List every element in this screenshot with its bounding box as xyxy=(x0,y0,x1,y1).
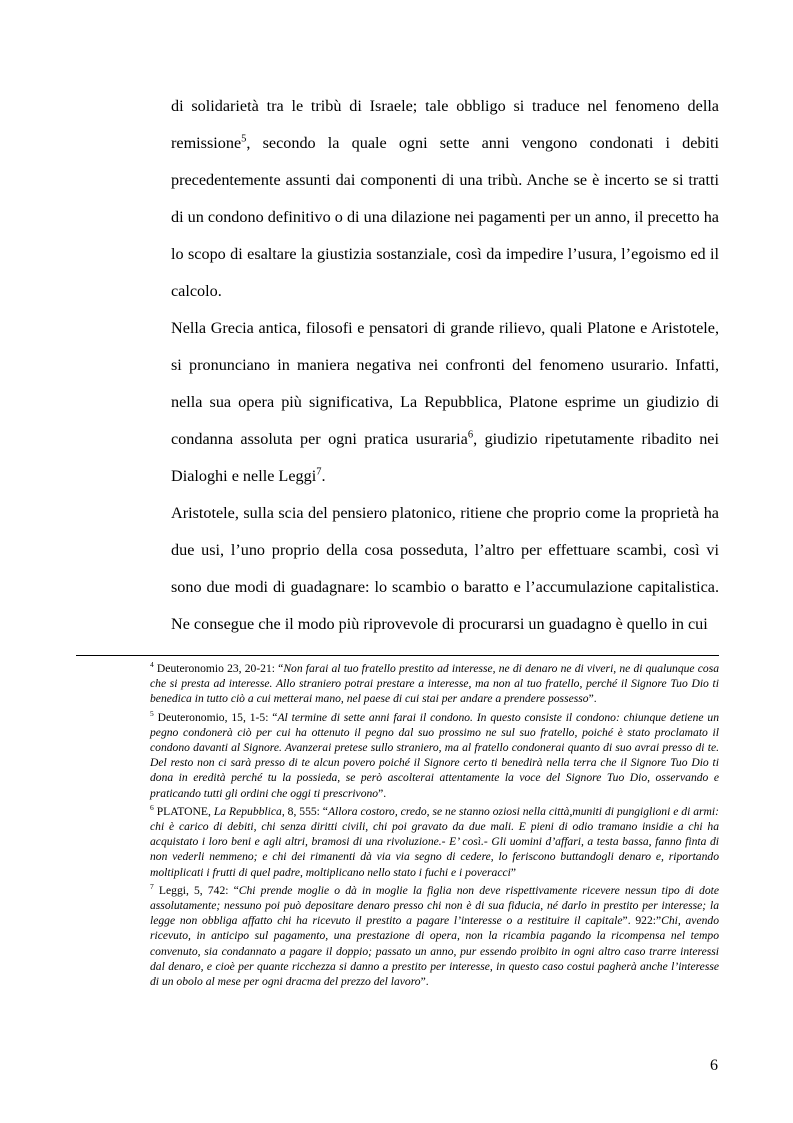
text-run: ” xyxy=(510,865,517,879)
text-run: , 8, 555: “ xyxy=(281,804,328,818)
footnote-ref: 6 xyxy=(150,802,154,812)
paragraph xyxy=(171,310,719,495)
text-run: Chi, avendo ricevuto, in anticipo sul pagamento, una prestazione di opera, non la ricambia pagando la ricompensa nel tempo convenuto, sia condannato a pagare il doppio; passato un anno, pur essendo proibito in ogni altro caso trarre interessi dal denaro, e cioè per quante ricchezza si danno a prestito per interesse, in questo caso costui pagherà anche l’interesse di un obolo al mese per ogni dracma del prezzo del lavoro xyxy=(150,914,719,989)
text-run: La Repubblica xyxy=(213,804,282,818)
footnote-separator xyxy=(76,655,719,656)
text-run: Nella Grecia antica, filosofi e pensatori di grande rilievo, quali Platone e Aristotele, si pronunciano in maniera negativa nei confronti del fenomeno usurario. Infatti, nella sua opera più significativa, La Repubblica, Platone esprime un giudizio di condanna assoluta per ogni pratica usuraria xyxy=(171,319,719,448)
footnote-ref: 7 xyxy=(316,466,322,478)
text-run: Leggi, 5, 742: “ xyxy=(153,883,239,897)
text-run: Allora costoro, credo, se ne stanno oziosi nella città,muniti di pungiglioni e di armi: chi è carico di debiti, chi senza diritti civili, chi poi gravato da due mali. E pieni di odio tramano insidie a chi ha acquistato i loro beni e agli altri, bramosi di una rivoluzione.- E’ così.- Gli uomini d’affari, a testa bassa, fanno finta di non vederli nemmeno; e chi dei rimanenti dà via via segno di cedere, lo feriscono buttandogli denaro e, riportando moltiplicati i frutti di quel padre, moltiplicano nello stato i fuchi e i poveracci xyxy=(150,804,720,879)
footnote-ref: 5 xyxy=(241,133,247,145)
footnote xyxy=(150,661,719,707)
text-run: Aristotele, sulla scia del pensiero platonico, ritiene che proprio come la proprietà ha due usi, l’uno proprio della cosa posseduta, l’altro per effettuare scambi, così vi sono due modi di guadagnare: lo scambio o baratto e l’accumulazione capitalistica. Ne consegue che il modo più riprovevole di procurarsi un guadagno è quello in cui xyxy=(171,504,719,633)
text-run: ”. xyxy=(378,786,387,800)
text-run: Deuteronomio, 15, 1-5: “ xyxy=(153,710,278,724)
footnote xyxy=(150,804,719,880)
footnotes xyxy=(150,661,719,992)
text-run: Chi prende moglie o dà in moglie la figlia non deve rispettivamente ricevere nessun tipo di dote assolutamente; nessuno poi può depositare denaro presso chi non è di sua fiducia, né darlo in prestito per interesse; la legge non obbliga affatto chi ha ricevuto il prestito a pagare l’interesse o a restituire il capitale xyxy=(150,883,719,928)
text-run: PLATONE, xyxy=(153,804,214,818)
footnote-ref: 4 xyxy=(150,660,154,670)
text-run: Non farai al tuo fratello prestito ad interesse, ne di denaro ne di viveri, ne di qualunque cosa che si presta ad interesse. Allo straniero potrai prestare a interesse, ma non al tuo fratello, perché il Signore Tuo Dio ti benedica in tutto ciò a cui metterai mano, nel paese di cui stai per andare a prendere possesso xyxy=(150,662,719,706)
footnote xyxy=(150,710,719,801)
text-run: , giudizio ripetutamente ribadito nei Dialoghi e nelle Leggi xyxy=(171,430,719,485)
text-run: . xyxy=(321,467,326,485)
body-text xyxy=(171,88,719,643)
paragraph xyxy=(171,495,719,643)
footnote-ref: 5 xyxy=(150,708,154,718)
text-run: ”. xyxy=(420,975,429,989)
text-run: Al termine di sette anni farai il condono. In questo consiste il condono: chiunque detiene un pegno condonerà ciò per cui ha ottenuto il pegno dal suo prossimo ne sul suo fratello, poiché è stato proclamato il condono davanti al Signore. Avanzerai pretese sullo straniero, ma al fratello condonerai quanto di suo avrai presso di te. Del resto non ci sarà presso di te alcun povero poiché il Signore certo ti benedirà nella terra che il Signore Tuo Dio ti dona in eredità perché tu la possieda, se però ascolterai attentamente la voce del Signore Tuo Dio, osservando e praticando tutti gli ordini che oggi ti prescrivono xyxy=(150,710,719,800)
paragraph xyxy=(171,88,719,310)
text-run: , secondo la quale ogni sette anni vengono condonati i debiti precedentemente assunti dai componenti di una tribù. Anche se è incerto se si tratti di un condono definitivo o di una dilazione nei pagamenti per un anno, il precetto ha lo scopo di esaltare la giustizia sostanziale, così da impedire l’usura, l’egoismo ed il calcolo. xyxy=(171,134,719,300)
page-number: 6 xyxy=(710,1057,718,1074)
text-run: ”. 922:” xyxy=(622,914,662,928)
text-run: ”. xyxy=(588,692,597,706)
text-run: Deuteronomio 23, 20-21: “ xyxy=(153,662,284,675)
text-run: di solidarietà tra le tribù di Israele; tale obbligo si traduce nel fenomeno della remissione xyxy=(171,97,719,152)
footnote xyxy=(150,883,719,989)
footnote-ref: 7 xyxy=(150,881,154,891)
footnote-ref: 6 xyxy=(467,429,474,441)
